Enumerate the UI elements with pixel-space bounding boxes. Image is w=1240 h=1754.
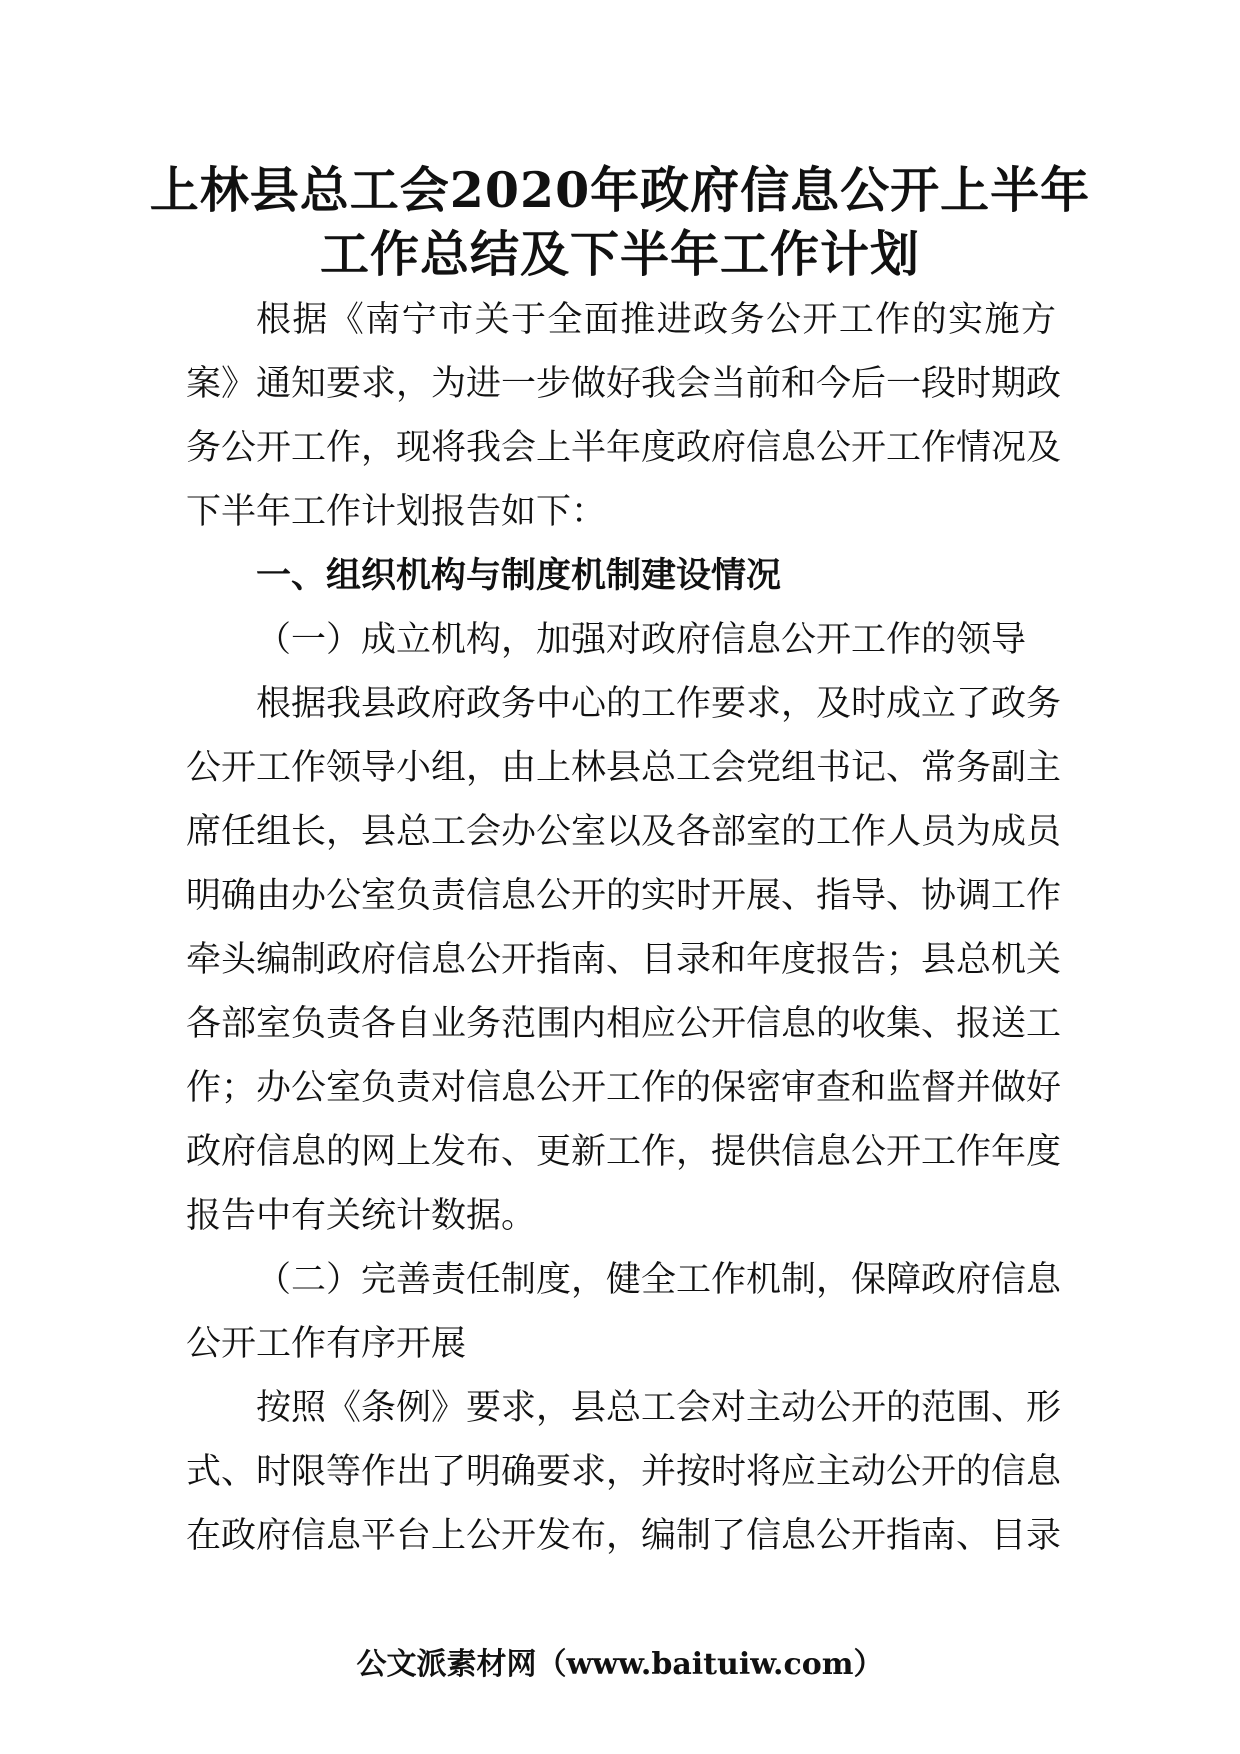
title-line: 工作总结及下半年工作计划 bbox=[319, 225, 920, 283]
paragraph-line: 在政府信息平台上公开发布，编制了信息公开指南、目录 bbox=[186, 1516, 1062, 1556]
paragraph-line: 务公开工作，现将我会上半年度政府信息公开工作情况及 bbox=[186, 428, 1062, 468]
paragraph-line: 作；办公室负责对信息公开工作的保密审查和监督并做好 bbox=[186, 1068, 1062, 1108]
subsection-heading: 公开工作有序开展 bbox=[186, 1324, 467, 1364]
paragraph-line: 明确由办公室负责信息公开的实时开展、指导、协调工作 bbox=[186, 876, 1062, 916]
subsection-heading: （一）成立机构，加强对政府信息公开工作的领导 bbox=[256, 620, 1027, 660]
document-body bbox=[186, 288, 1062, 1568]
title-line: 上林县总工会2020年政府信息公开上半年 bbox=[149, 161, 1091, 219]
paragraph-line: 席任组长，县总工会办公室以及各部室的工作人员为成员 bbox=[186, 812, 1062, 852]
paragraph-line: 报告中有关统计数据。 bbox=[186, 1196, 537, 1236]
paragraph-line: 公开工作领导小组，由上林县总工会党组书记、常务副主 bbox=[186, 748, 1062, 788]
paragraph-line: 根据我县政府政务中心的工作要求，及时成立了政务 bbox=[256, 684, 1062, 724]
paragraph-line: 各部室负责各自业务范围内相应公开信息的收集、报送工 bbox=[186, 1004, 1062, 1044]
paragraph-line: 下半年工作计划报告如下： bbox=[186, 492, 607, 532]
footer-watermark: 公文派素材网（www.baituiw.com） bbox=[356, 1647, 884, 1682]
paragraph-line: 案》通知要求，为进一步做好我会当前和今后一段时期政 bbox=[186, 364, 1062, 404]
paragraph-line: 政府信息的网上发布、更新工作，提供信息公开工作年度 bbox=[186, 1132, 1062, 1172]
paragraph-line: 式、时限等作出了明确要求，并按时将应主动公开的信息 bbox=[186, 1452, 1062, 1492]
section-heading: 一、组织机构与制度机制建设情况 bbox=[256, 556, 782, 596]
subsection-heading: （二）完善责任制度，健全工作机制，保障政府信息 bbox=[256, 1260, 1062, 1300]
paragraph-line: 牵头编制政府信息公开指南、目录和年度报告；县总机关 bbox=[186, 940, 1062, 980]
document-title bbox=[120, 158, 1120, 286]
paragraph-line: 根据《南宁市关于全面推进政务公开工作的实施方 bbox=[256, 300, 1056, 340]
paragraph-line: 按照《条例》要求，县总工会对主动公开的范围、形 bbox=[256, 1388, 1062, 1428]
